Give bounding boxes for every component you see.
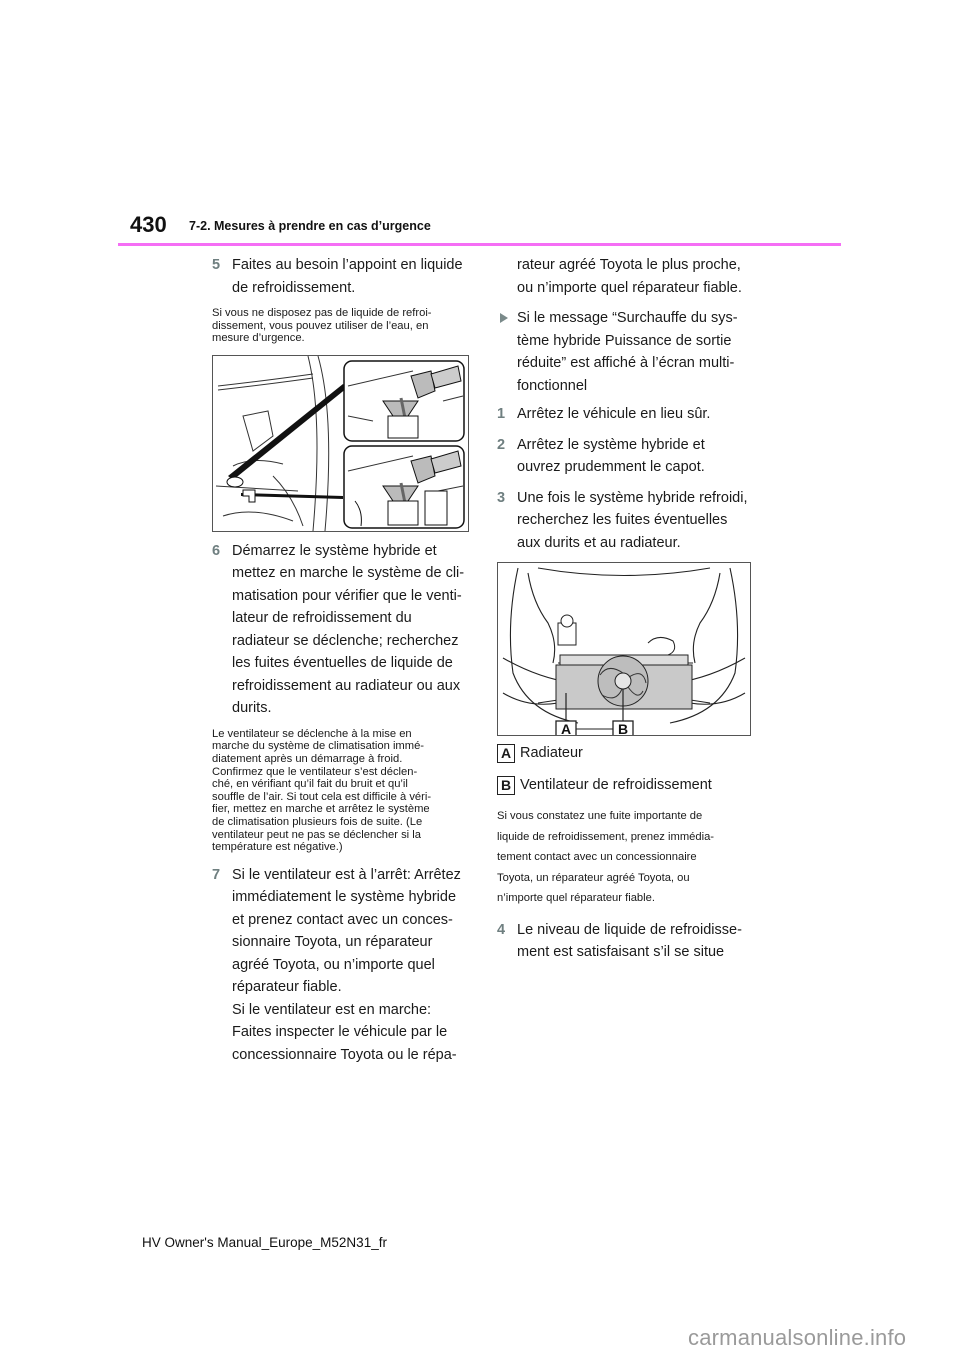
step-text: recherchez les fuites éventuelles (517, 512, 728, 528)
step-number: 4 (497, 921, 506, 938)
step-7-continued (497, 254, 755, 299)
step-2 (497, 434, 755, 479)
note-text: Si vous constatez une fuite importante de (497, 810, 703, 822)
note-text: souffle de l’air. Si tout cela est difficile à véri- (212, 790, 432, 803)
note-text: n’importe quel réparateur fiable. (497, 892, 655, 904)
svg-text:B: B (617, 721, 629, 735)
left-column (212, 254, 470, 1074)
step-number: 6 (212, 542, 221, 559)
radiator-fan-icon (498, 563, 750, 735)
note-water-substitute (212, 307, 470, 345)
step-number: 2 (497, 436, 506, 453)
step-5 (212, 254, 470, 299)
legend-item-cooling-fan (497, 774, 755, 796)
legend-key: A (497, 744, 515, 763)
engine-bay-radiator-illustration (497, 562, 751, 736)
legend-key: B (497, 776, 515, 795)
manual-footer: HV Owner's Manual_Europe_M52N31_fr (142, 1235, 387, 1250)
step-text: mettez en marche le système de cli- (232, 565, 465, 582)
condition-text: fonctionnel (517, 377, 588, 394)
note-text: fier, mettez en marche et arrêtez le système (212, 803, 430, 816)
step-text: refroidissement au radiateur ou aux (232, 677, 461, 694)
note-text: mesure d’urgence. (212, 332, 305, 345)
triangle-bullet-icon (500, 313, 508, 323)
note-text: diatement après un démarrage à froid. (212, 752, 403, 765)
note-text: dissement, vous pouvez utiliser de l’eau, en (212, 319, 429, 332)
step-text: Faites inspecter le véhicule par le (232, 1024, 448, 1041)
step-text: ou n’importe quel réparateur fiable. (517, 279, 742, 296)
step-text: lateur de refroidissement du (232, 610, 412, 627)
legend-item-radiator (497, 742, 755, 764)
step-text: agréé Toyota, ou n’importe quel (232, 956, 435, 973)
step-text: et prenez contact avec un conces- (232, 911, 453, 928)
step-text: ouvrez prudemment le capot. (517, 459, 705, 475)
note-text: Confirmez que le ventilateur s’est déclen- (212, 765, 418, 778)
step-7 (212, 864, 470, 1067)
note-text: Le ventilateur se déclenche à la mise en (212, 727, 412, 740)
condition-text: réduite” est affiché à l’écran multi- (517, 355, 735, 371)
step-text: matisation pour vérifier que le venti- (232, 587, 462, 604)
note-text: température est négative.) (212, 841, 343, 854)
header-divider (118, 243, 841, 246)
step-1 (497, 403, 755, 426)
step-text: radiateur se déclenche; recherchez (232, 632, 459, 649)
legend-label: Radiateur (520, 745, 583, 761)
note-text: ventilateur peut ne pas se déclencher si la (212, 828, 421, 841)
note-major-leak (497, 806, 755, 909)
step-3 (497, 487, 755, 555)
note-fan-check (212, 728, 470, 854)
condition-text: Si le message “Surchauffe du sys- (517, 310, 738, 326)
step-text: de refroidissement. (232, 279, 356, 296)
step-number: 7 (212, 866, 221, 883)
svg-text:A: A (560, 721, 572, 735)
coolant-refill-illustration (212, 355, 469, 532)
right-column (497, 254, 755, 972)
condition-text: tème hybride Puissance de sortie (517, 332, 732, 349)
step-text: Démarrez le système hybride et (232, 542, 437, 559)
step-text: ment est satisfaisant s’il se situe (517, 944, 725, 960)
step-6 (212, 540, 470, 720)
watermark: carmanualsonline.info (688, 1325, 907, 1350)
step-text: Une fois le système hybride refroidi, (517, 489, 748, 506)
note-text: marche du système de climatisation immé- (212, 740, 425, 753)
note-text: de climatisation plusieurs fois de suite. (Le (212, 815, 423, 828)
page-number: 430 (130, 212, 167, 237)
note-text: ché, en vérifiant qu’il fait du bruit et qu’il (212, 778, 408, 791)
step-text: immédiatement le système hybride (232, 889, 457, 906)
note-text: Si vous ne disposez pas de liquide de refroi- (212, 307, 432, 319)
step-text: rateur agréé Toyota le plus proche, (517, 257, 741, 273)
step-text: Si le ventilateur est à l’arrêt: Arrêtez (232, 866, 461, 883)
step-text: aux durits et au radiateur. (517, 534, 681, 551)
step-text: Arrêtez le véhicule en lieu sûr. (517, 406, 711, 422)
step-text: concessionnaire Toyota ou le répa- (232, 1046, 457, 1063)
section-title: 7-2. Mesures à prendre en cas d’urgence (189, 219, 431, 233)
step-text: réparateur fiable. (232, 979, 342, 996)
step-text: Le niveau de liquide de refroidisse- (517, 921, 742, 938)
step-number: 3 (497, 489, 506, 506)
note-text: tement contact avec un concessionnaire (497, 851, 697, 863)
legend-label: Ventilateur de refroidissement (520, 777, 712, 793)
step-number: 1 (497, 406, 506, 422)
step-number: 5 (212, 257, 221, 273)
step-text: les fuites éventuelles de liquide de (232, 655, 453, 672)
step-text: sionnaire Toyota, un réparateur (232, 934, 433, 951)
step-4 (497, 919, 755, 964)
note-text: Toyota, un réparateur agréé Toyota, ou (497, 871, 690, 884)
step-text: Arrêtez le système hybride et (517, 436, 705, 453)
note-text: liquide de refroidissement, prenez immédia- (497, 830, 715, 843)
step-text: durits. (232, 700, 272, 717)
coolant-refill-icon (213, 356, 468, 531)
condition-overheat-message (497, 307, 755, 397)
step-text: Faites au besoin l’appoint en liquide (232, 257, 463, 273)
step-text: Si le ventilateur est en marche: (232, 1001, 432, 1018)
